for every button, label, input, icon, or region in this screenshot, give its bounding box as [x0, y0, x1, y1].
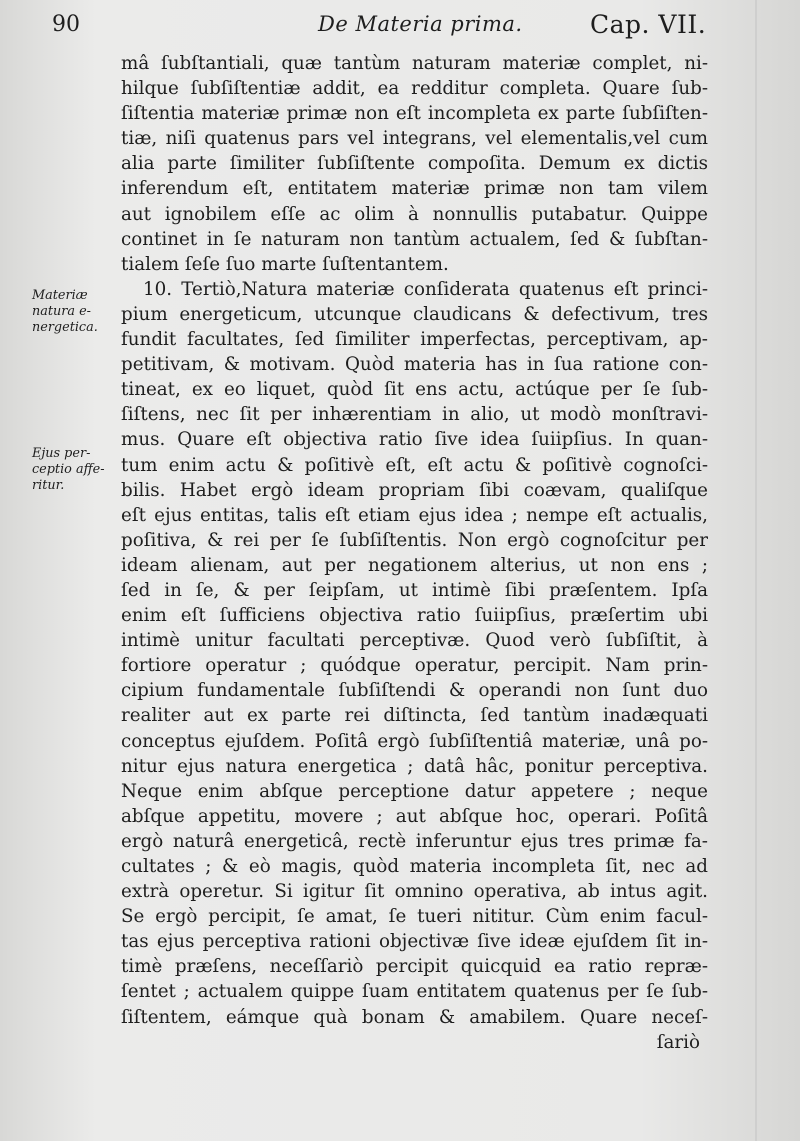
page-header [0, 8, 800, 42]
text-line: ſiſtens, nec ſit per inhærentiam in alio, ut modò monſtravi- [121, 404, 708, 426]
text-line: tineat, ex eo liquet, quòd ſit ens actu, actúque per ſe ſub- [121, 379, 708, 401]
text-line: cultates ; & eò magis, quòd materia incompleta ſit, nec ad [121, 856, 708, 877]
text-line: timè præſens, neceſſariò percipit quicquid ea ratio repræ- [121, 956, 708, 978]
text-line: inferendum eſt, entitatem materiæ primæ non tam vilem [121, 178, 708, 200]
text-line: mus. Quare eſt objectiva ratio ſive idea ſuiipſius. In quan- [121, 429, 708, 451]
text-line: conceptus ejuſdem. Poſitâ ergò ſubſiſtentiâ materiæ, unâ po- [121, 730, 708, 752]
text-line: eſt ejus entitas, talis eſt etiam ejus idea ; nempe eſt actualis, [121, 504, 708, 526]
page-crease [755, 0, 757, 1141]
paragraph-start-line: 10. Tertiò,Natura materiæ conſiderata quatenus eſt princi- [143, 278, 708, 300]
sidenote-line: ritur. [32, 478, 65, 493]
text-line: ſentet ; actualem quippe ſuam entitatem quatenus per ſe ſub- [121, 981, 708, 1003]
body-text [121, 51, 708, 1055]
text-line: fortiore operatur ; quódque operatur, percipit. Nam prin- [121, 655, 708, 677]
page-number: 90 [52, 12, 80, 37]
chapter-label: Cap. VII. [590, 10, 707, 39]
text-line: petitivam, & motivam. Quòd materia has in ſua ratione con- [121, 354, 708, 376]
sidenote-ejus-perceptio [32, 446, 118, 494]
sidenote-materiae-natura [32, 288, 118, 336]
running-head: De Materia prima. [318, 12, 523, 36]
text-line: hilque ſubſiſtentiæ addit, ea redditur completa. Quare ſub- [121, 78, 708, 100]
sidenote-line: ceptio affe- [32, 462, 105, 477]
catchword: ſariò [656, 1031, 700, 1053]
text-line: tum enim actu & poſitivè eſt, eſt actu & poſitivè cognoſci- [121, 454, 708, 476]
text-line: tas ejus perceptiva rationi objectivæ ſive ideæ ejuſdem ſit in- [121, 931, 708, 953]
text-line: tialem ſeſe ſuo marte ſuſtentantem. [121, 253, 449, 275]
text-line: ſiſtentem, eámque quà bonam & amabilem. Quare neceſ- [121, 1006, 708, 1028]
text-line: abſque appetitu, movere ; aut abſque hoc, operari. Poſitâ [121, 805, 708, 827]
text-line: cipium fundamentale ſubſiſtendi & operandi non ſunt duo [121, 680, 708, 702]
sidenote-line: Materiæ [32, 288, 88, 303]
text-line: tiæ, niſi quatenus pars vel integrans, vel elementalis,vel cum [121, 128, 708, 150]
text-line: nitur ejus natura energetica ; datâ hâc, ponitur perceptiva. [121, 755, 708, 777]
text-line: mâ ſubſtantiali, quæ tantùm naturam materiæ complet, ni- [121, 53, 708, 74]
text-line: Se ergò percipit, ſe amat, ſe tueri nititur. Cùm enim facul- [121, 906, 708, 928]
text-line: extrà operetur. Si igitur ſit omnino operativa, ab intus agit. [121, 881, 708, 903]
sidenote-line: nergetica. [32, 320, 98, 335]
text-line: ergò naturâ energeticâ, rectè inferuntur ejus tres primæ fa- [121, 830, 708, 852]
text-line: realiter aut ex parte rei diſtincta, ſed tantùm inadæquati [121, 705, 708, 727]
text-line: fundit facultates, ſed ſimiliter imperfectas, perceptivam, ap- [121, 329, 708, 351]
text-line: Neque enim abſque perceptione datur appetere ; neque [121, 780, 708, 802]
text-line: enim eſt ſufficiens objectiva ratio ſuiipſius, præſertim ubi [121, 605, 708, 627]
text-line: bilis. Habet ergò ideam propriam ſibi coævam, qualiſque [121, 479, 708, 501]
sidenote-line: natura e- [32, 304, 91, 319]
sidenote-line: Ejus per- [32, 446, 91, 461]
text-line: alia parte ſimiliter ſubſiſtente compoſita. Demum ex dictis [121, 153, 708, 175]
text-line: poſitiva, & rei per ſe ſubſiſtentis. Non ergò cognoſcitur per [121, 529, 708, 551]
text-line: continet in ſe naturam non tantùm actualem, ſed & ſubſtan- [121, 228, 708, 250]
text-line: intimè unitur facultati perceptivæ. Quod verò ſubſiſtit, à [121, 630, 708, 652]
text-line: ideam alienam, aut per negationem alterius, ut non ens ; [121, 554, 708, 576]
text-line: pium energeticum, utcunque claudicans & defectivum, tres [121, 303, 708, 325]
text-line: aut ignobilem eſſe ac olim à nonnullis putabatur. Quippe [121, 203, 708, 225]
text-line: ſed in ſe, & per ſeipſam, ut intimè ſibi præſentem. Ipſa [121, 579, 708, 601]
text-line: ſiſtentia materiæ primæ non eſt incompleta ex parte ſubſiſten- [121, 103, 708, 125]
